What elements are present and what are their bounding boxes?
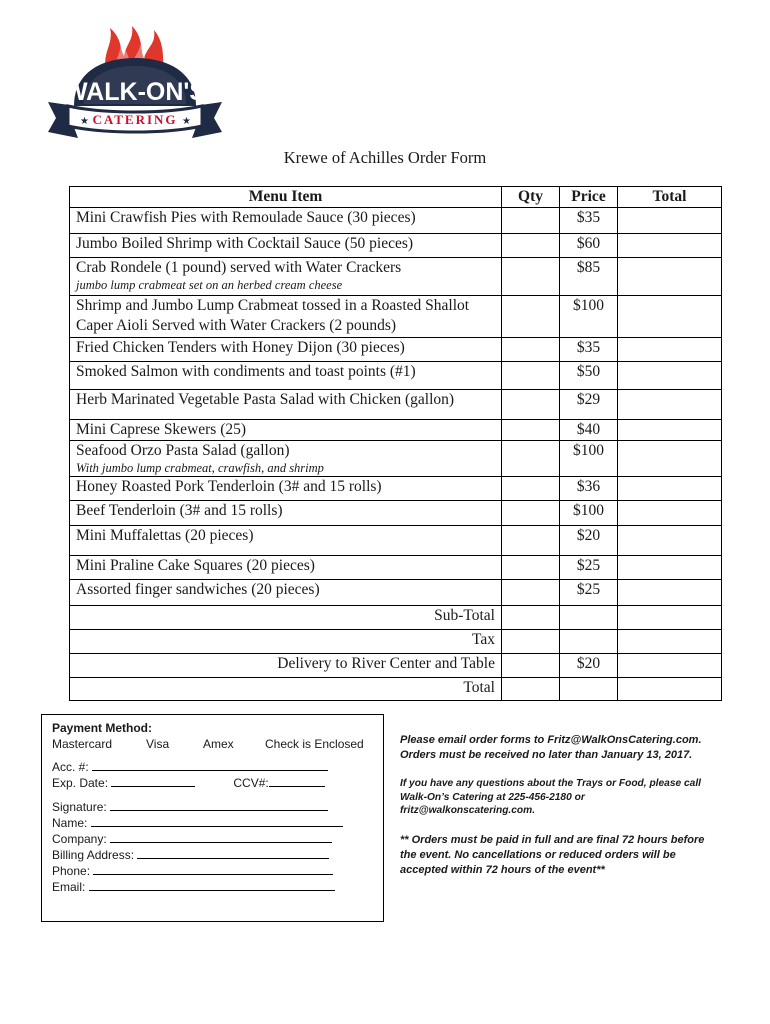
ccv-label: CCV#: [233, 776, 269, 790]
name-label: Name: [52, 816, 88, 830]
grand-total-label: Total [70, 678, 502, 701]
menu-item-header: Menu Item [70, 187, 502, 208]
total-header: Total [618, 187, 722, 208]
menu-item: Smoked Salmon with condiments and toast points (#1) [70, 362, 502, 390]
price-cell: $100 [560, 501, 618, 526]
table-row [70, 477, 722, 501]
logo-brand-text: WALK-ON'S [63, 78, 207, 106]
price-header: Price [560, 187, 618, 208]
tax-price [560, 630, 618, 654]
payment-box [41, 714, 384, 922]
total-cell[interactable] [618, 390, 722, 420]
qty-cell[interactable] [502, 338, 560, 362]
email-instructions [400, 733, 702, 763]
table-row [70, 208, 722, 234]
star-icon: ★ [182, 116, 191, 127]
table-row [70, 556, 722, 580]
exp-date-field[interactable] [52, 775, 383, 791]
visa-option[interactable]: Visa [146, 737, 170, 751]
menu-item: Mini Muffalettas (20 pieces) [70, 526, 502, 556]
payment-method-title: Payment Method: [52, 721, 153, 735]
qty-cell [502, 654, 560, 678]
delivery-label: Delivery to River Center and Table [70, 654, 502, 678]
table-row [70, 338, 722, 362]
table-row [70, 362, 722, 390]
menu-item [70, 441, 502, 477]
acc-label: Acc. #: [52, 760, 89, 774]
phone-field[interactable] [52, 863, 383, 879]
grand-total-price [560, 678, 618, 701]
delivery-price: $20 [560, 654, 618, 678]
logo-sub-text: CATERING [92, 112, 178, 127]
price-cell: $20 [560, 526, 618, 556]
qty-cell[interactable] [502, 258, 560, 296]
delivery-total[interactable] [618, 654, 722, 678]
table-row [70, 258, 722, 296]
email-instructions-line: Orders must be received no later than January 13, 2017. [400, 749, 693, 761]
phone-label: Phone: [52, 864, 91, 878]
name-field[interactable] [52, 815, 383, 831]
exp-date-label: Exp. Date: [52, 776, 109, 790]
menu-item: Mini Praline Cake Squares (20 pieces) [70, 556, 502, 580]
tax-total[interactable] [618, 630, 722, 654]
table-row [70, 501, 722, 526]
price-cell: $85 [560, 258, 618, 296]
total-cell[interactable] [618, 208, 722, 234]
price-cell: $100 [560, 296, 618, 338]
company-field[interactable] [52, 831, 383, 847]
menu-item-name: Crab Rondele (1 pound) served with Water Crackers [76, 259, 402, 276]
grand-total-value[interactable] [618, 678, 722, 701]
qty-cell[interactable] [502, 208, 560, 234]
qty-cell[interactable] [502, 501, 560, 526]
questions-note-line: fritz@walkonscatering.com. [400, 805, 536, 816]
walk-ons-catering-logo [44, 22, 226, 138]
total-cell[interactable] [618, 362, 722, 390]
table-header-row [70, 187, 722, 208]
total-cell[interactable] [618, 258, 722, 296]
qty-cell[interactable] [502, 420, 560, 441]
menu-item: Beef Tenderloin (3# and 15 rolls) [70, 501, 502, 526]
order-table [69, 186, 722, 701]
qty-cell[interactable] [502, 390, 560, 420]
menu-item-name: Seafood Orzo Pasta Salad (gallon) [76, 442, 290, 459]
menu-item: Mini Crawfish Pies with Remoulade Sauce (30 pieces) [70, 208, 502, 234]
subtotal-total[interactable] [618, 606, 722, 630]
qty-cell [502, 606, 560, 630]
questions-note-line: Walk-On’s Catering at 225-456-2180 or [400, 791, 585, 803]
table-row [70, 420, 722, 441]
price-cell: $50 [560, 362, 618, 390]
menu-item-note: jumbo lump crabmeat set on an herbed cream cheese [76, 278, 343, 292]
price-cell: $60 [560, 234, 618, 258]
email-label: Email: [52, 880, 86, 894]
price-cell: $35 [560, 338, 618, 362]
price-cell: $35 [560, 208, 618, 234]
subtotal-price [560, 606, 618, 630]
summary-row [70, 606, 722, 630]
total-cell[interactable] [618, 441, 722, 477]
price-cell: $100 [560, 441, 618, 477]
star-icon: ★ [80, 116, 89, 127]
menu-item: Honey Roasted Pork Tenderloin (3# and 15 rolls) [70, 477, 502, 501]
price-cell: $29 [560, 390, 618, 420]
email-field[interactable] [52, 879, 383, 895]
qty-cell[interactable] [502, 556, 560, 580]
company-label: Company: [52, 832, 107, 846]
qty-cell[interactable] [502, 441, 560, 477]
table-row [70, 234, 722, 258]
summary-row [70, 654, 722, 678]
total-cell[interactable] [618, 501, 722, 526]
menu-item: Shrimp and Jumbo Lump Crabmeat tossed in a Roasted Shallot Caper Aioli Served with Water Crackers (2 pounds) [70, 296, 502, 338]
table-row [70, 441, 722, 477]
check-enclosed-option[interactable]: Check is Enclosed [265, 737, 364, 751]
acc-field[interactable] [52, 759, 383, 775]
qty-cell[interactable] [502, 362, 560, 390]
signature-label: Signature: [52, 800, 107, 814]
table-row [70, 580, 722, 606]
payment-options [52, 736, 383, 752]
table-row [70, 296, 722, 338]
menu-item-note: With jumbo lump crabmeat, crawfish, and shrimp [76, 461, 324, 475]
total-cell[interactable] [618, 526, 722, 556]
total-cell[interactable] [618, 420, 722, 441]
menu-item: Herb Marinated Vegetable Pasta Salad with Chicken (gallon) [70, 390, 502, 420]
total-cell[interactable] [618, 580, 722, 606]
signature-field[interactable] [52, 799, 383, 815]
total-cell[interactable] [618, 234, 722, 258]
table-row [70, 390, 722, 420]
menu-item: Jumbo Boiled Shrimp with Cocktail Sauce (50 pieces) [70, 234, 502, 258]
total-cell[interactable] [618, 556, 722, 580]
policy-note-line: accepted within 72 hours of the event** [400, 864, 605, 876]
qty-cell[interactable] [502, 477, 560, 501]
price-cell: $25 [560, 556, 618, 580]
form-title: Krewe of Achilles Order Form [283, 148, 487, 167]
summary-row [70, 630, 722, 654]
email-instructions-line: Please email order forms to Fritz@WalkOnsCatering.com. [400, 734, 702, 746]
billing-address-label: Billing Address: [52, 848, 135, 862]
qty-cell [502, 678, 560, 701]
qty-cell[interactable] [502, 234, 560, 258]
menu-item: Fried Chicken Tenders with Honey Dijon (30 pieces) [70, 338, 502, 362]
policy-note-line: the event. No cancellations or reduced orders will be [400, 849, 676, 861]
subtotal-label: Sub-Total [70, 606, 502, 630]
menu-item [70, 258, 502, 296]
table-row [70, 526, 722, 556]
amex-option[interactable]: Amex [203, 737, 234, 751]
price-cell: $25 [560, 580, 618, 606]
total-cell[interactable] [618, 296, 722, 338]
qty-cell [502, 630, 560, 654]
policy-note-line: ** Orders must be paid in full and are final 72 hours before [400, 834, 705, 846]
menu-item: Mini Caprese Skewers (25) [70, 420, 502, 441]
qty-cell[interactable] [502, 296, 560, 338]
qty-cell[interactable] [502, 580, 560, 606]
total-cell[interactable] [618, 477, 722, 501]
menu-item: Assorted finger sandwiches (20 pieces) [70, 580, 502, 606]
billing-address-field[interactable] [52, 847, 383, 863]
qty-cell[interactable] [502, 526, 560, 556]
policy-note [400, 833, 704, 878]
total-cell[interactable] [618, 338, 722, 362]
questions-note [400, 777, 701, 818]
price-cell: $40 [560, 420, 618, 441]
questions-note-line: If you have any questions about the Trays or Food, please call [400, 778, 701, 789]
qty-header: Qty [502, 187, 560, 208]
price-cell: $36 [560, 477, 618, 501]
tax-label: Tax [70, 630, 502, 654]
mastercard-option[interactable]: Mastercard [52, 737, 113, 751]
summary-row [70, 678, 722, 701]
